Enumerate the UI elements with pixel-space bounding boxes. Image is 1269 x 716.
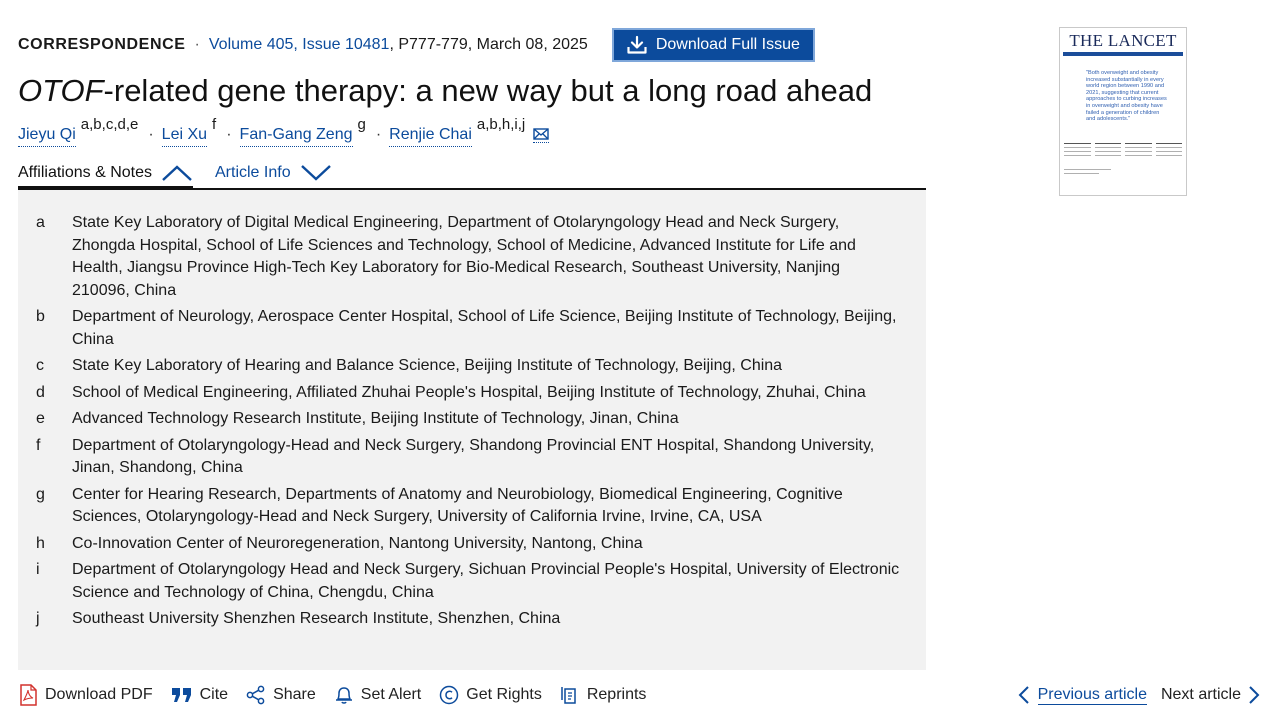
tab-article-info[interactable] bbox=[215, 158, 332, 188]
title-rest: -related gene therapy: a new way but a long road ahead bbox=[103, 73, 873, 108]
affiliation-letter: d bbox=[36, 383, 45, 401]
author-link[interactable]: Fan-Gang Zeng bbox=[240, 124, 353, 147]
affiliation-letter: b bbox=[36, 308, 45, 325]
tab-article-info-label: Article Info bbox=[215, 164, 291, 181]
author-separator: · bbox=[226, 126, 232, 143]
affiliation-text: Department of Neurology, Aerospace Center Hospital, School of Life Science, Beijing Institute of Technology, Beijing, China bbox=[72, 308, 897, 348]
affiliation-item bbox=[18, 382, 902, 405]
cover-quote: "Both overweight and obesity increased substantially in every world region between 1990 and 2021, suggesting that current approaches to curbing increases in overweight and obesity have failed a generation of children and adolescents." bbox=[1086, 70, 1167, 123]
author-separator: · bbox=[148, 126, 154, 143]
affiliation-text: School of Medical Engineering, Affiliated Zhuhai People's Hospital, Beijing Institute of Technology, Zhuhai, China bbox=[72, 383, 866, 401]
affiliation-list bbox=[18, 212, 902, 635]
set-alert-label: Set Alert bbox=[360, 686, 422, 703]
author-affiliation-refs: a,b,c,d,e bbox=[80, 116, 139, 133]
article-title bbox=[18, 68, 872, 114]
tab-affiliations-label: Affiliations & Notes bbox=[18, 163, 152, 181]
affiliation-letter: f bbox=[36, 436, 41, 454]
gene-name: OTOF bbox=[18, 73, 104, 108]
chevron-up-icon bbox=[161, 163, 193, 183]
affiliation-item bbox=[18, 306, 902, 351]
previous-article-link[interactable]: Previous article bbox=[1037, 685, 1147, 703]
affiliation-letter: e bbox=[36, 410, 45, 427]
download-full-issue-button[interactable] bbox=[612, 28, 815, 62]
affiliation-letter: c bbox=[36, 357, 44, 374]
meta-separator: · bbox=[194, 36, 200, 53]
cite-label: Cite bbox=[199, 686, 229, 703]
author-link[interactable]: Renjie Chai bbox=[389, 124, 472, 147]
affiliation-text: Advanced Technology Research Institute, Beijing Institute of Technology, Jinan, China bbox=[72, 410, 679, 427]
reprints-label: Reprints bbox=[586, 686, 647, 703]
affiliation-text: State Key Laboratory of Hearing and Balance Science, Beijing Institute of Technology, Beijing, China bbox=[72, 357, 783, 374]
set-alert-button[interactable] bbox=[334, 685, 421, 705]
next-article-link[interactable]: Next article bbox=[1160, 686, 1241, 703]
affiliation-item bbox=[18, 355, 902, 378]
author-affiliation-refs: a,b,h,i,j bbox=[476, 116, 526, 133]
get-rights-button[interactable] bbox=[439, 685, 542, 705]
affiliation-text: Department of Otolaryngology-Head and Neck Surgery, Shandong Provincial ENT Hospital, Shandong University, Jinan, Shandong, China bbox=[72, 436, 875, 476]
affiliation-item bbox=[18, 212, 902, 302]
share-icon bbox=[246, 685, 266, 705]
affiliations-panel bbox=[18, 190, 926, 670]
author-affiliation-refs: g bbox=[357, 116, 366, 133]
copyright-icon bbox=[439, 685, 459, 705]
affiliation-item bbox=[18, 533, 902, 556]
affiliation-text: Southeast University Shenzhen Research Institute, Shenzhen, China bbox=[72, 610, 561, 627]
author-list bbox=[18, 116, 549, 147]
affiliation-text: Co-Innovation Center of Neuroregeneration, Nantong University, Nantong, China bbox=[72, 534, 643, 552]
affiliation-item bbox=[18, 559, 902, 604]
cover-contents bbox=[1060, 123, 1186, 159]
email-icon[interactable] bbox=[533, 126, 549, 143]
download-pdf-button[interactable] bbox=[18, 684, 153, 706]
chevron-left-icon bbox=[1018, 685, 1030, 705]
affiliation-item bbox=[18, 408, 902, 431]
bell-icon bbox=[334, 685, 354, 705]
affiliation-letter: a bbox=[36, 214, 45, 231]
article-meta bbox=[18, 27, 815, 63]
author-affiliation-refs: f bbox=[212, 116, 217, 133]
download-full-issue-label: Download Full Issue bbox=[655, 36, 800, 53]
pdf-icon bbox=[18, 684, 38, 706]
affiliation-letter: g bbox=[36, 485, 45, 503]
chevron-down-icon bbox=[300, 163, 332, 183]
author-link[interactable]: Jieyu Qi bbox=[18, 124, 76, 147]
article-type: CORRESPONDENCE bbox=[18, 36, 186, 53]
author-link[interactable]: Lei Xu bbox=[162, 124, 207, 147]
article-pager bbox=[1018, 681, 1260, 709]
cover-footer bbox=[1064, 169, 1182, 174]
volume-issue-link[interactable]: Volume 405, Issue 10481 bbox=[208, 36, 390, 53]
affiliation-item bbox=[18, 484, 902, 529]
chevron-right-icon bbox=[1248, 685, 1260, 705]
reprints-button[interactable] bbox=[560, 685, 647, 705]
get-rights-label: Get Rights bbox=[466, 686, 542, 703]
article-toolbar bbox=[18, 681, 664, 709]
share-label: Share bbox=[273, 686, 316, 703]
pages-date: , P777-779, March 08, 2025 bbox=[389, 36, 588, 53]
download-pdf-label: Download PDF bbox=[45, 686, 153, 703]
affiliation-text: Center for Hearing Research, Departments of Anatomy and Neurobiology, Biomedical Engineering, Cognitive Sciences, Otolaryngology-Head and Neck Surgery, University of California Irvine, Irvine, CA, USA bbox=[72, 485, 843, 525]
affiliation-letter: i bbox=[36, 561, 40, 578]
cover-masthead: THE LANCET bbox=[1069, 31, 1177, 50]
quote-icon bbox=[171, 686, 193, 704]
affiliation-letter: j bbox=[36, 610, 40, 627]
journal-cover-thumbnail[interactable] bbox=[1059, 27, 1187, 196]
cite-button[interactable] bbox=[171, 686, 228, 704]
affiliation-item bbox=[18, 435, 902, 480]
reprints-icon bbox=[560, 685, 580, 705]
affiliation-text: State Key Laboratory of Digital Medical Engineering, Department of Otolaryngology Head and Neck Surgery, Zhongda Hospital, School of Life Sciences and Technology, School of Medicine, Advanced Institute for Life and Health, Jiangsu Province High-Tech Key Laboratory for Bio-Medical Research, Southeast University, Nanjing 210096, China bbox=[72, 214, 856, 299]
affiliation-item bbox=[18, 608, 902, 631]
info-tabs bbox=[18, 158, 926, 190]
tab-affiliations-notes[interactable] bbox=[18, 159, 193, 189]
download-icon bbox=[626, 35, 648, 55]
affiliation-letter: h bbox=[36, 534, 45, 552]
author-separator: · bbox=[375, 126, 382, 143]
share-button[interactable] bbox=[246, 685, 316, 705]
affiliation-text: Department of Otolaryngology Head and Neck Surgery, Sichuan Provincial People's Hospital, University of Electronic Science and Technology of China, Chengdu, China bbox=[72, 561, 900, 601]
